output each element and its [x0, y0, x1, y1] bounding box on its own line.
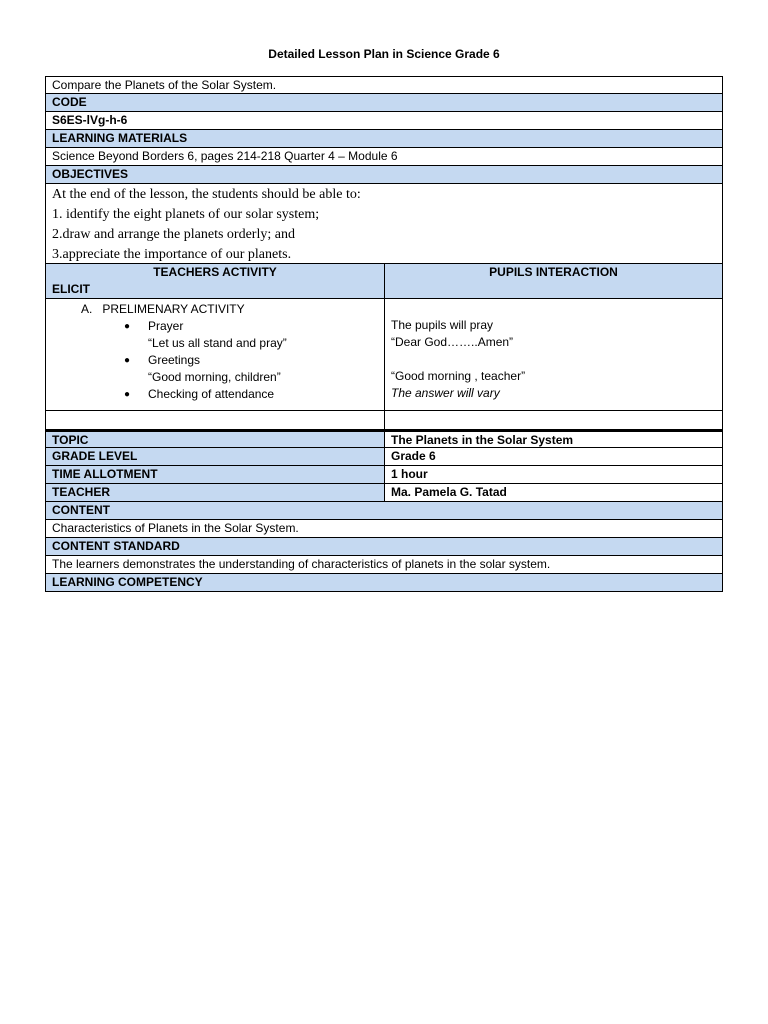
teacher-value: Ma. Pamela G. Tatad	[391, 485, 507, 499]
code-value: S6ES-lVg-h-6	[45, 112, 723, 130]
activity-heading: PRELIMENARY ACTIVITY	[102, 302, 245, 316]
content-value: Characteristics of Planets in the Solar System.	[45, 520, 723, 538]
list-item	[52, 386, 378, 403]
compare-row: Compare the Planets of the Solar System.	[45, 76, 723, 94]
activity-row	[45, 299, 723, 411]
grade-label: GRADE LEVEL	[46, 448, 385, 465]
time-label: TIME ALLOTMENT	[46, 466, 385, 483]
teacher-activity-cell	[46, 299, 385, 410]
prayer-label: Prayer	[148, 319, 184, 333]
objectives-list	[45, 184, 723, 264]
competency-label: LEARNING COMPETENCY	[45, 574, 723, 592]
list-item	[52, 352, 378, 369]
teacher-label: TEACHER	[46, 484, 385, 501]
objective-item: 1. identify the eight planets of our solar system;	[52, 207, 320, 222]
materials-value: Science Beyond Borders 6, pages 214-218 Quarter 4 – Module 6	[45, 148, 723, 166]
pupil-pray: The pupils will pray	[391, 318, 494, 332]
bullet-icon: ●	[124, 321, 131, 332]
topic-value: The Planets in the Solar System	[391, 433, 574, 447]
standard-label: CONTENT STANDARD	[45, 538, 723, 556]
spacer	[391, 351, 716, 368]
teacher-row	[45, 484, 723, 502]
empty-cell-left	[46, 411, 385, 429]
teachers-activity-header	[46, 264, 385, 298]
prayer-line: “Let us all stand and pray”	[148, 336, 287, 350]
attendance-label: Checking of attendance	[148, 387, 275, 401]
bullet-icon: ●	[124, 389, 131, 400]
grade-row	[45, 448, 723, 466]
empty-row	[45, 411, 723, 430]
objective-intro: At the end of the lesson, the students should be able to:	[52, 187, 361, 202]
greetings-line: “Good morning, children”	[148, 370, 281, 384]
pupil-good-morning: “Good morning , teacher”	[391, 369, 526, 383]
grade-value: Grade 6	[391, 449, 436, 463]
bullet-icon: ●	[124, 355, 131, 366]
elicit-label: ELICIT	[52, 282, 90, 296]
page-title: Detailed Lesson Plan in Science Grade 6	[268, 47, 500, 61]
code-label: CODE	[45, 94, 723, 112]
objective-item: 3.appreciate the importance of our planets.	[52, 247, 292, 262]
list-marker: A.	[81, 302, 93, 316]
objectives-label: OBJECTIVES	[45, 166, 723, 184]
standard-value: The learners demonstrates the understanding of characteristics of planets in the solar system.	[45, 556, 723, 574]
preliminary-activity	[52, 301, 378, 318]
greetings-label: Greetings	[148, 353, 201, 367]
pupil-answer: The answer will vary	[391, 386, 500, 400]
materials-label: LEARNING MATERIALS	[45, 130, 723, 148]
teachers-activity-label: TEACHERS ACTIVITY	[153, 265, 277, 279]
content-label: CONTENT	[45, 502, 723, 520]
time-value: 1 hour	[391, 467, 428, 481]
pupils-interaction-header: PUPILS INTERACTION	[489, 265, 618, 279]
lesson-plan-table	[45, 76, 723, 592]
pupil-interaction-cell	[385, 299, 722, 410]
objective-item: 2.draw and arrange the planets orderly; and	[52, 227, 295, 242]
empty-cell-right	[385, 411, 722, 429]
time-row	[45, 466, 723, 484]
pupil-dear-god: “Dear God……..Amen”	[391, 335, 514, 349]
topic-label: TOPIC	[46, 432, 385, 447]
list-item	[52, 318, 378, 335]
activity-header-row	[45, 264, 723, 299]
topic-row	[45, 430, 723, 448]
